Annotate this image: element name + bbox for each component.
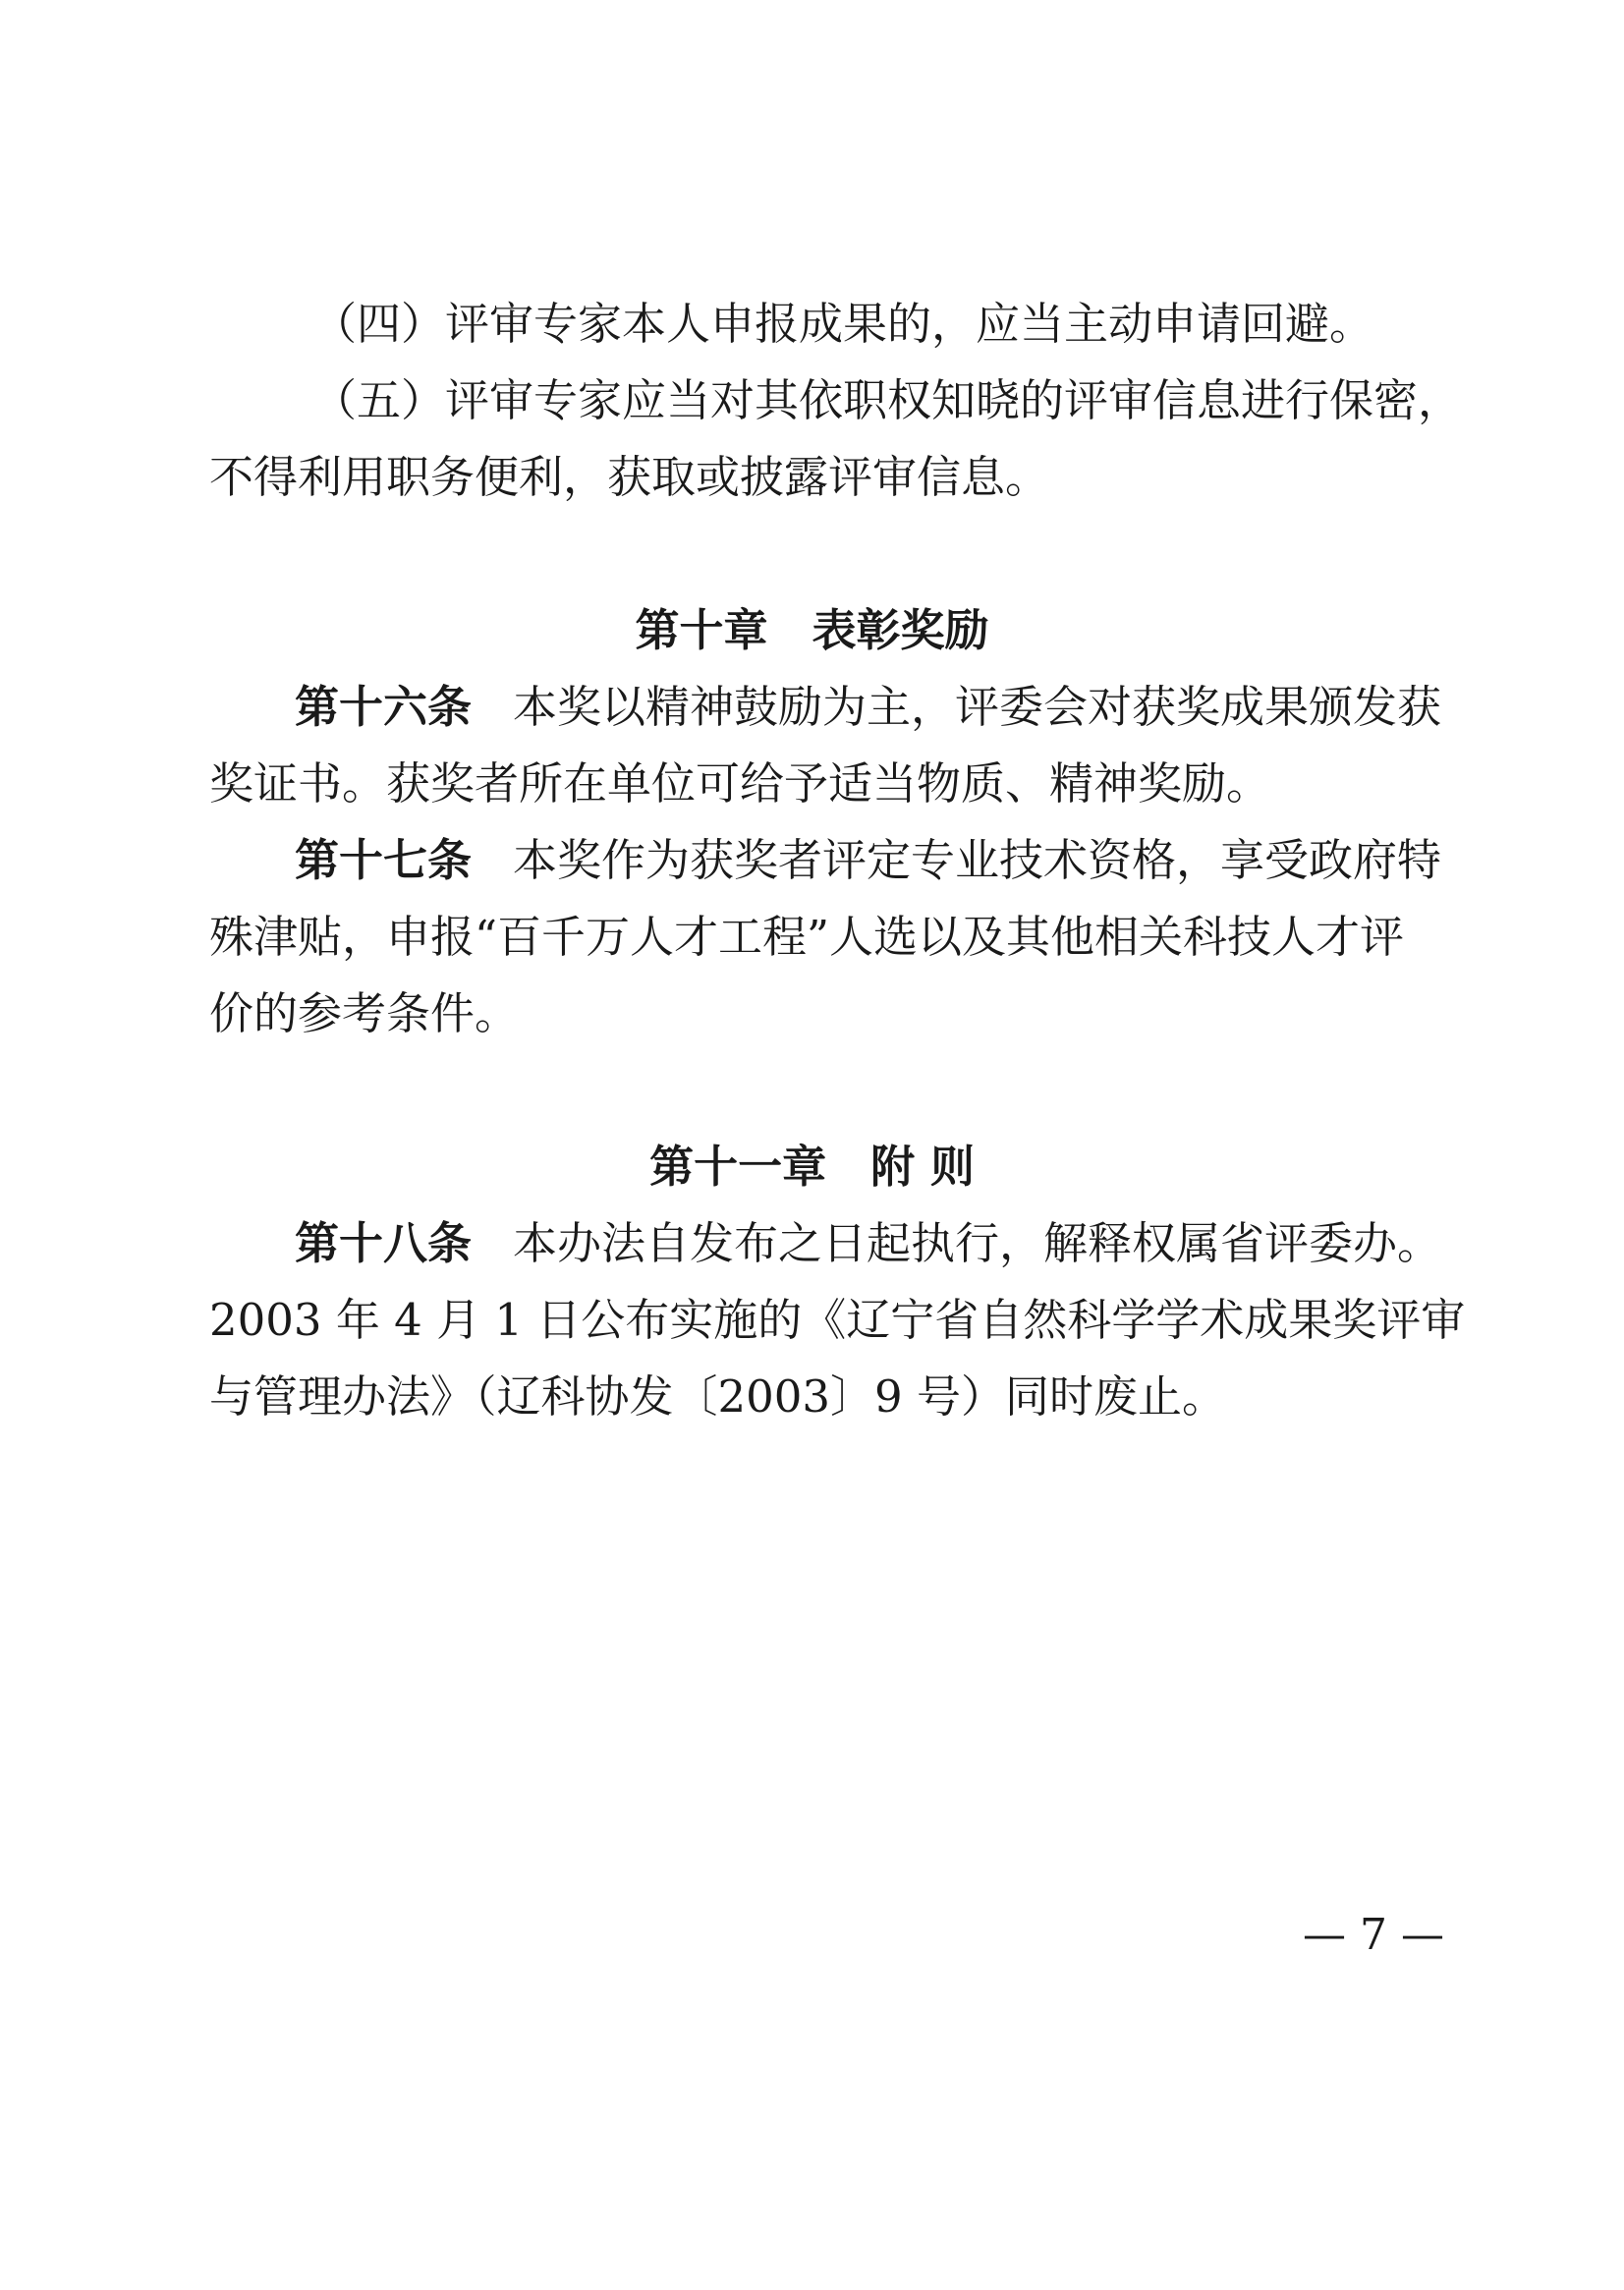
article-16 — [295, 678, 1513, 737]
paragraph-item-4: （四）评审专家本人申报成果的，应当主动申请回避。 — [312, 298, 1374, 350]
article-16-number: 第十六条 — [295, 681, 473, 733]
article-18-continued: 2003 年 4 月 1 日公布实施的《辽宁省自然科学学术成果奖评审 — [209, 1294, 1466, 1346]
article-17 — [295, 831, 1513, 890]
article-18-continued-2: 与管理办法》（辽科协发〔2003〕9 号）同时废止。 — [209, 1370, 1226, 1423]
paragraph-item-5: （五）评审专家应当对其依职权知晓的评审信息进行保密， — [312, 374, 1463, 426]
article-18-number: 第十八条 — [295, 1217, 473, 1269]
article-17-continued-2: 价的参考条件。 — [209, 987, 520, 1039]
article-18 — [295, 1214, 1513, 1273]
article-18-text: 本办法自发布之日起执行，解释权属省评委办。 — [513, 1217, 1442, 1269]
chapter-10-heading: 第十章 表彰奖励 — [635, 604, 989, 656]
article-17-number: 第十七条 — [295, 834, 473, 886]
page-number: — 7 — — [1303, 1910, 1444, 1960]
article-16-continued: 奖证书。获奖者所在单位可给予适当物质、精神奖励。 — [209, 757, 1271, 810]
article-17-text: 本奖作为获奖者评定专业技术资格，享受政府特 — [513, 834, 1442, 886]
paragraph-item-5-continued: 不得利用职务便利，获取或披露评审信息。 — [209, 451, 1050, 503]
article-16-text: 本奖以精神鼓励为主，评委会对获奖成果颁发获 — [513, 681, 1442, 733]
article-17-continued: 殊津贴，申报“百千万人才工程”人选以及其他相关科技人才评 — [209, 911, 1405, 963]
chapter-11-heading: 第十一章 附 则 — [649, 1141, 975, 1193]
